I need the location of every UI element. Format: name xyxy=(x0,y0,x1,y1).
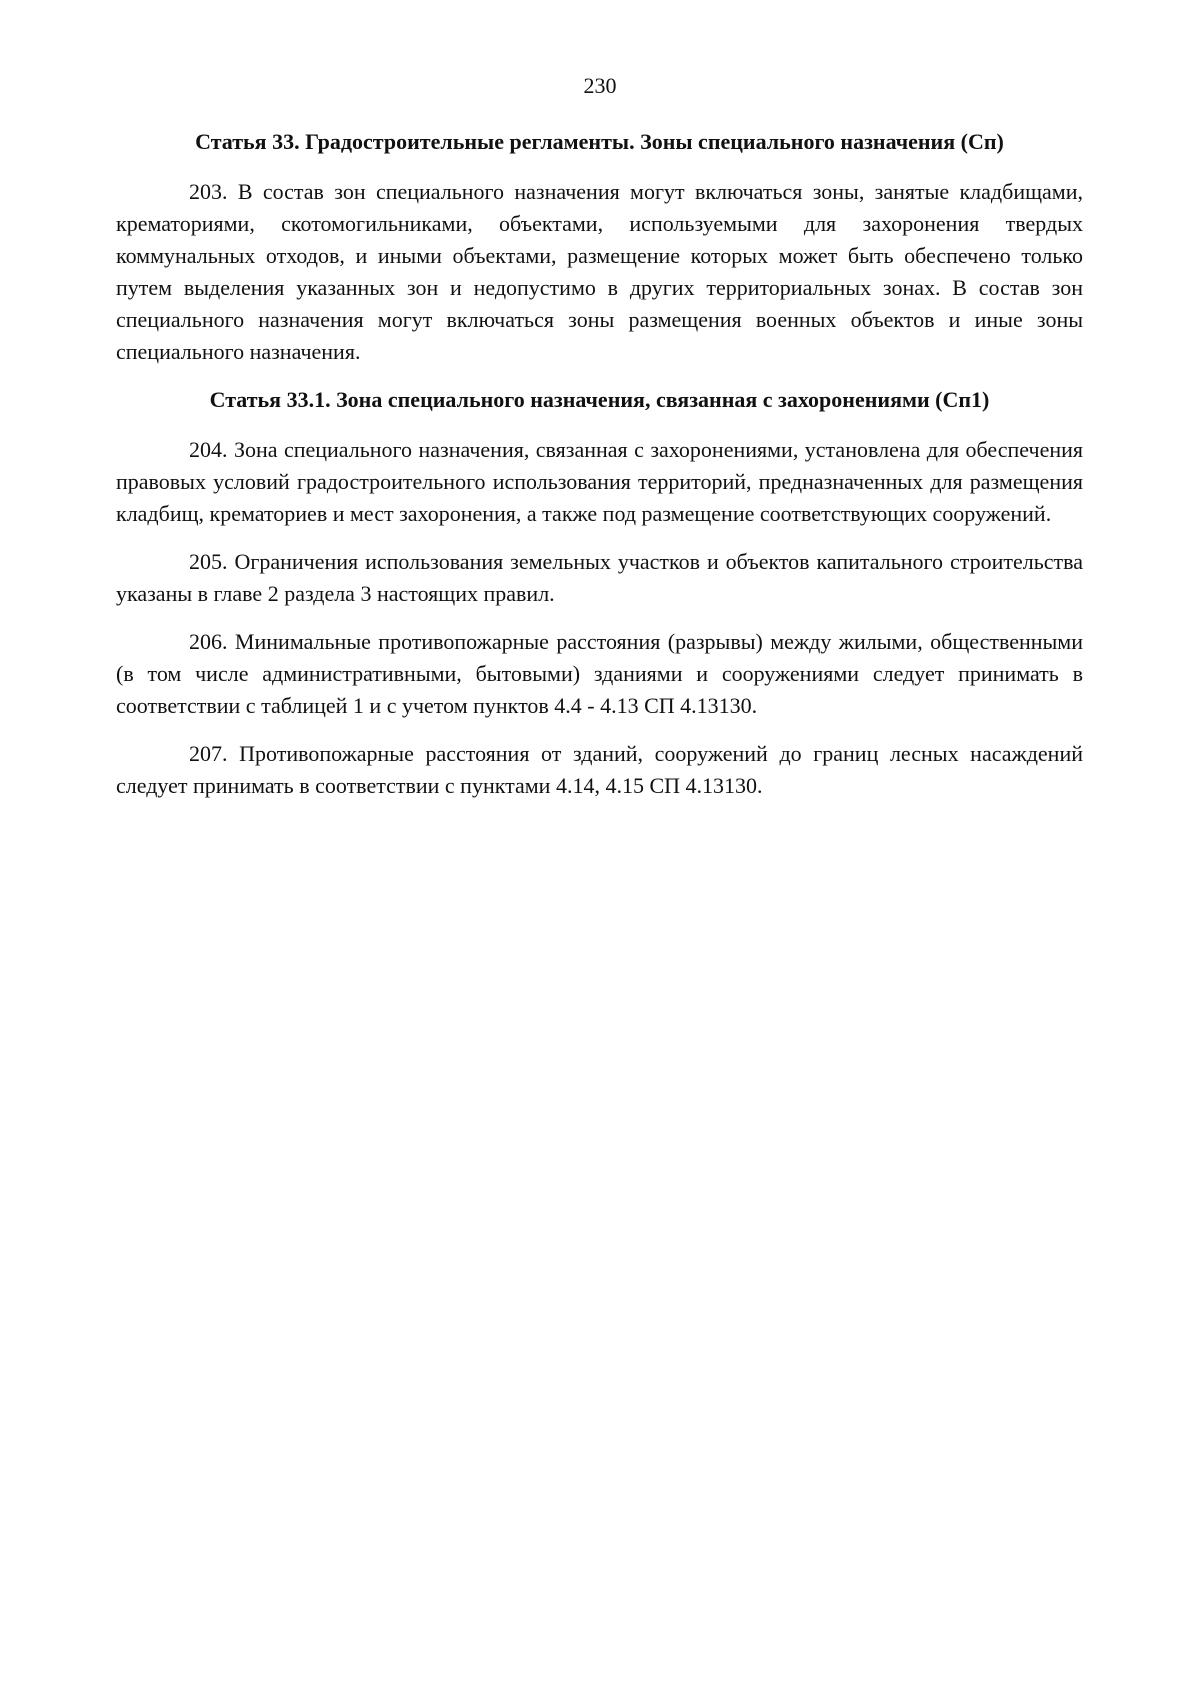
paragraph-205: 205. Ограничения использования земельных участков и объектов капитального строительства указаны в главе 2 раздела 3 настоящих правил. xyxy=(116,549,1083,606)
article-33-1-heading: Статья 33.1. Зона специального назначения, связанная с захоронениями (Сп1) xyxy=(209,387,990,412)
paragraph-204: 204. Зона специального назначения, связанная с захоронениями, установлена для обеспечения правовых условий градостроительного использования территорий, предназначенных для размещения кладбищ, крематориев и мест захоронения, а также под размещение соответствующих сооружений. xyxy=(116,437,1083,526)
document-body xyxy=(116,126,1083,818)
article-33-heading: Статья 33. Градостроительные регламенты. Зоны специального назначения (Сп) xyxy=(195,129,1004,154)
paragraph-206: 206. Минимальные противопожарные расстояния (разрывы) между жилыми, общественными (в том числе административными, бытовыми) зданиями и сооружениями следует принимать в соответствии с таблицей 1 и с учетом пунктов 4.4 - 4.13 СП 4.13130. xyxy=(116,629,1083,718)
paragraph-207: 207. Противопожарные расстояния от зданий, сооружений до границ лесных насаждений следует принимать в соответствии с пунктами 4.14, 4.15 СП 4.13130. xyxy=(116,741,1083,798)
page-number: 230 xyxy=(583,73,617,98)
paragraph-203: 203. В состав зон специального назначения могут включаться зоны, занятые кладбищами, крематориями, скотомогильниками, объектами, используемыми для захоронения твердых коммунальных отходов, и иными объектами, размещение которых может быть обеспечено только путем выделения указанных зон и недопустимо в других территориальных зонах. В состав зон специального назначения могут включаться зоны размещения военных объектов и иные зоны специального назначения. xyxy=(116,179,1083,364)
